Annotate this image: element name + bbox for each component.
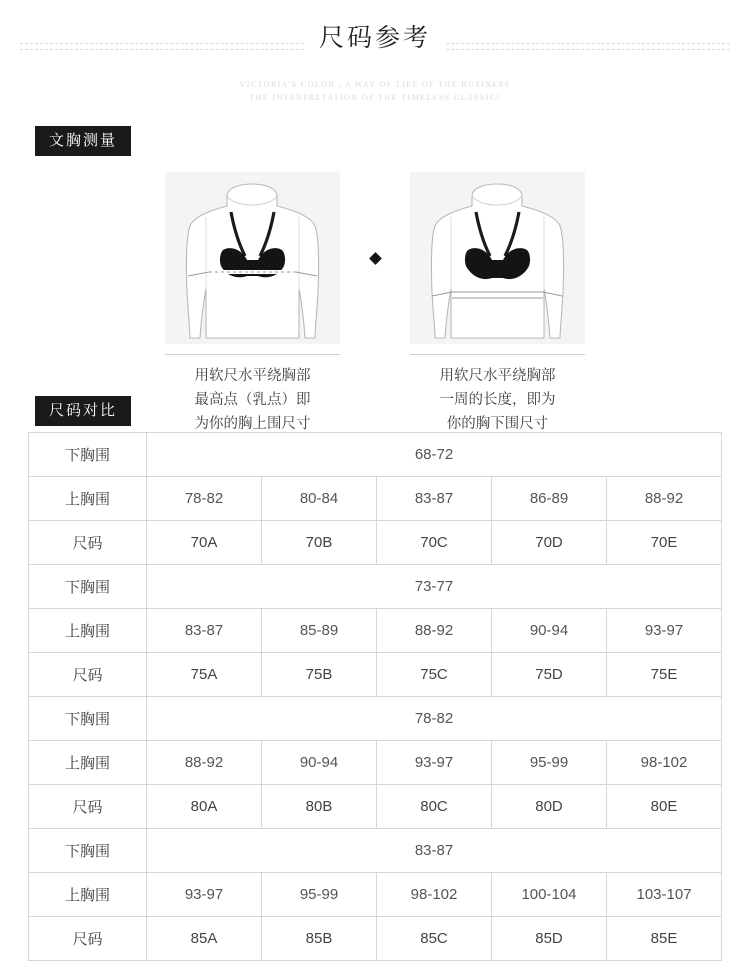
size-value: 75A	[147, 653, 262, 697]
compare-section-tag: 尺码对比	[35, 396, 131, 426]
measure-section	[35, 126, 750, 156]
size-value: 75C	[377, 653, 492, 697]
table-row	[29, 653, 722, 697]
row-label-size: 尺码	[29, 653, 147, 697]
table-row	[29, 741, 722, 785]
size-value: 75E	[607, 653, 722, 697]
under-bust-caption	[410, 354, 585, 436]
size-value: 85D	[492, 917, 607, 961]
upper-bust-value: 93-97	[147, 873, 262, 917]
diamond-icon	[369, 252, 382, 265]
size-value: 80A	[147, 785, 262, 829]
row-label-upper-bust: 上胸围	[29, 741, 147, 785]
size-value: 80C	[377, 785, 492, 829]
caption-line: 一周的长度，即为	[439, 392, 556, 408]
table-row	[29, 477, 722, 521]
upper-bust-value: 100-104	[492, 873, 607, 917]
size-value: 85A	[147, 917, 262, 961]
table-row	[29, 917, 722, 961]
size-value: 70B	[262, 521, 377, 565]
table-row	[29, 565, 722, 609]
upper-bust-caption	[165, 354, 340, 436]
under-bust-value: 78-82	[147, 697, 722, 741]
upper-bust-illustration	[165, 172, 340, 344]
subtitle-line-1: VICTORIA'S COLOR , A WAY OF LIFE OF THE BUSINESS	[239, 80, 511, 89]
upper-bust-value: 83-87	[377, 477, 492, 521]
table-row	[29, 785, 722, 829]
size-value: 70A	[147, 521, 262, 565]
row-label-under-bust: 下胸围	[29, 433, 147, 477]
size-value: 85C	[377, 917, 492, 961]
under-bust-value: 73-77	[147, 565, 722, 609]
header-subtitle	[0, 78, 750, 104]
size-chart-table	[28, 432, 722, 961]
size-value: 70D	[492, 521, 607, 565]
upper-bust-value: 90-94	[262, 741, 377, 785]
measure-section-tag: 文胸测量	[35, 126, 131, 156]
row-label-upper-bust: 上胸围	[29, 609, 147, 653]
upper-bust-value: 95-99	[262, 873, 377, 917]
row-label-size: 尺码	[29, 917, 147, 961]
table-row	[29, 873, 722, 917]
upper-bust-value: 88-92	[147, 741, 262, 785]
size-value: 80B	[262, 785, 377, 829]
upper-bust-value: 103-107	[607, 873, 722, 917]
figure-row	[0, 172, 750, 344]
upper-bust-value: 90-94	[492, 609, 607, 653]
upper-bust-value: 98-102	[607, 741, 722, 785]
caption-line: 为你的胸上围尺寸	[194, 416, 311, 432]
size-value: 70E	[607, 521, 722, 565]
size-value: 85E	[607, 917, 722, 961]
caption-line: 用软尺水平绕胸部	[194, 368, 311, 384]
under-bust-illustration	[410, 172, 585, 344]
table-row	[29, 433, 722, 477]
upper-bust-value: 86-89	[492, 477, 607, 521]
size-value: 85B	[262, 917, 377, 961]
upper-bust-value: 98-102	[377, 873, 492, 917]
size-value: 75D	[492, 653, 607, 697]
table-row	[29, 829, 722, 873]
table-row	[29, 609, 722, 653]
caption-line: 最高点（乳点）即	[194, 392, 311, 408]
upper-bust-figure	[165, 172, 340, 344]
page-header	[0, 0, 750, 104]
row-label-under-bust: 下胸围	[29, 697, 147, 741]
size-value: 80E	[607, 785, 722, 829]
row-label-upper-bust: 上胸围	[29, 873, 147, 917]
table-row	[29, 697, 722, 741]
size-table-wrapper	[28, 432, 722, 961]
size-value: 75B	[262, 653, 377, 697]
caption-separator	[340, 354, 410, 436]
upper-bust-value: 93-97	[377, 741, 492, 785]
under-bust-value: 68-72	[147, 433, 722, 477]
upper-bust-value: 85-89	[262, 609, 377, 653]
upper-bust-value: 78-82	[147, 477, 262, 521]
table-row	[29, 521, 722, 565]
row-label-size: 尺码	[29, 521, 147, 565]
row-label-under-bust: 下胸围	[29, 565, 147, 609]
page-title: 尺码参考	[305, 18, 445, 54]
subtitle-line-2: THE INTERPRETATION OF THE TIMELESS CLASSIC!	[249, 93, 501, 102]
compare-section	[35, 396, 131, 426]
row-label-upper-bust: 上胸围	[29, 477, 147, 521]
upper-bust-value: 80-84	[262, 477, 377, 521]
under-bust-figure	[410, 172, 585, 344]
figure-separator	[340, 172, 410, 344]
upper-bust-value: 88-92	[607, 477, 722, 521]
row-label-under-bust: 下胸围	[29, 829, 147, 873]
upper-bust-value: 95-99	[492, 741, 607, 785]
upper-bust-value: 93-97	[607, 609, 722, 653]
caption-line: 你的胸下围尺寸	[446, 416, 549, 432]
row-label-size: 尺码	[29, 785, 147, 829]
size-value: 80D	[492, 785, 607, 829]
upper-bust-value: 83-87	[147, 609, 262, 653]
upper-bust-value: 88-92	[377, 609, 492, 653]
caption-line: 用软尺水平绕胸部	[439, 368, 556, 384]
size-value: 70C	[377, 521, 492, 565]
under-bust-value: 83-87	[147, 829, 722, 873]
